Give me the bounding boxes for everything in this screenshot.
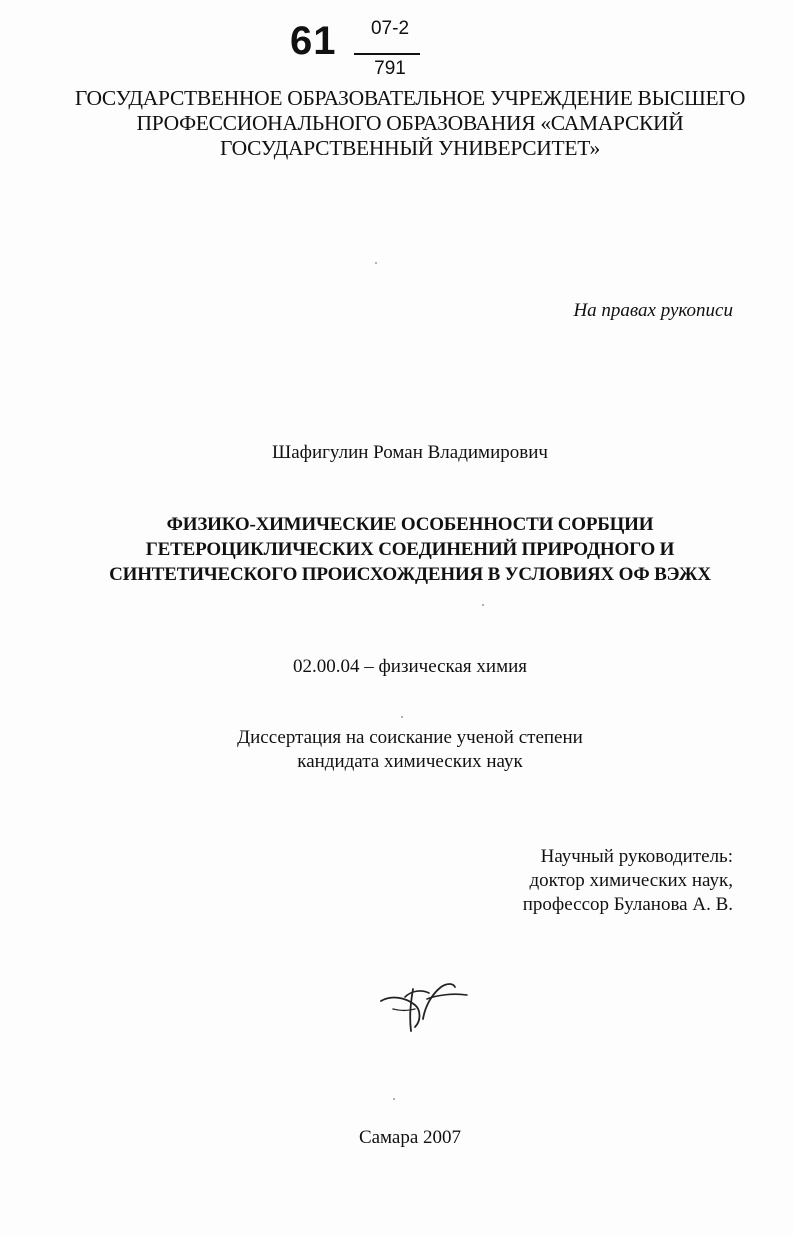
paper-speck (375, 262, 377, 264)
supervisor-block (523, 845, 733, 917)
library-cipher (288, 14, 428, 79)
cipher-denominator: 791 (374, 58, 406, 79)
cipher-numerator: 07-2 (370, 18, 410, 39)
title-line: СИНТЕТИЧЕСКОГО ПРОИСХОЖДЕНИЯ В УСЛОВИЯХ ОФ ВЭЖХ (109, 564, 711, 585)
cipher-fraction-line (354, 53, 420, 55)
organization-line: ГОСУДАРСТВЕННЫЙ УНИВЕРСИТЕТ» (220, 136, 600, 160)
signature-icon (375, 975, 475, 1035)
city-year: Самара 2007 (358, 1127, 462, 1148)
dissertation-title (60, 512, 760, 587)
paper-speck (393, 1098, 395, 1100)
organization-name (60, 86, 760, 161)
supervisor-line: Научный руководитель: (540, 846, 733, 867)
author-name: Шафигулин Роман Владимирович (272, 442, 548, 463)
paper-speck (482, 604, 484, 606)
rights-note: На правах рукописи (573, 300, 733, 321)
specialty-code: 02.00.04 – физическая химия (292, 656, 527, 677)
title-line: ГЕТЕРОЦИКЛИЧЕСКИХ СОЕДИНЕНИЙ ПРИРОДНОГО И (145, 539, 675, 560)
degree-line: кандидата химических наук (297, 751, 523, 772)
organization-line: ГОСУДАРСТВЕННОЕ ОБРАЗОВАТЕЛЬНОЕ УЧРЕЖДЕНИЕ ВЫСШЕГО (74, 86, 746, 110)
title-line: ФИЗИКО-ХИМИЧЕСКИЕ ОСОБЕННОСТИ СОРБЦИИ (166, 514, 654, 535)
degree-line: Диссертация на соискание ученой степени (237, 727, 583, 748)
cipher-main-number: 61 (290, 19, 337, 63)
paper-speck (401, 716, 403, 718)
supervisor-line: профессор Буланова А. В. (522, 894, 733, 915)
supervisor-line: доктор химических наук, (529, 870, 733, 891)
degree-statement (0, 726, 793, 774)
organization-line: ПРОФЕССИОНАЛЬНОГО ОБРАЗОВАНИЯ «САМАРСКИЙ (136, 111, 684, 135)
